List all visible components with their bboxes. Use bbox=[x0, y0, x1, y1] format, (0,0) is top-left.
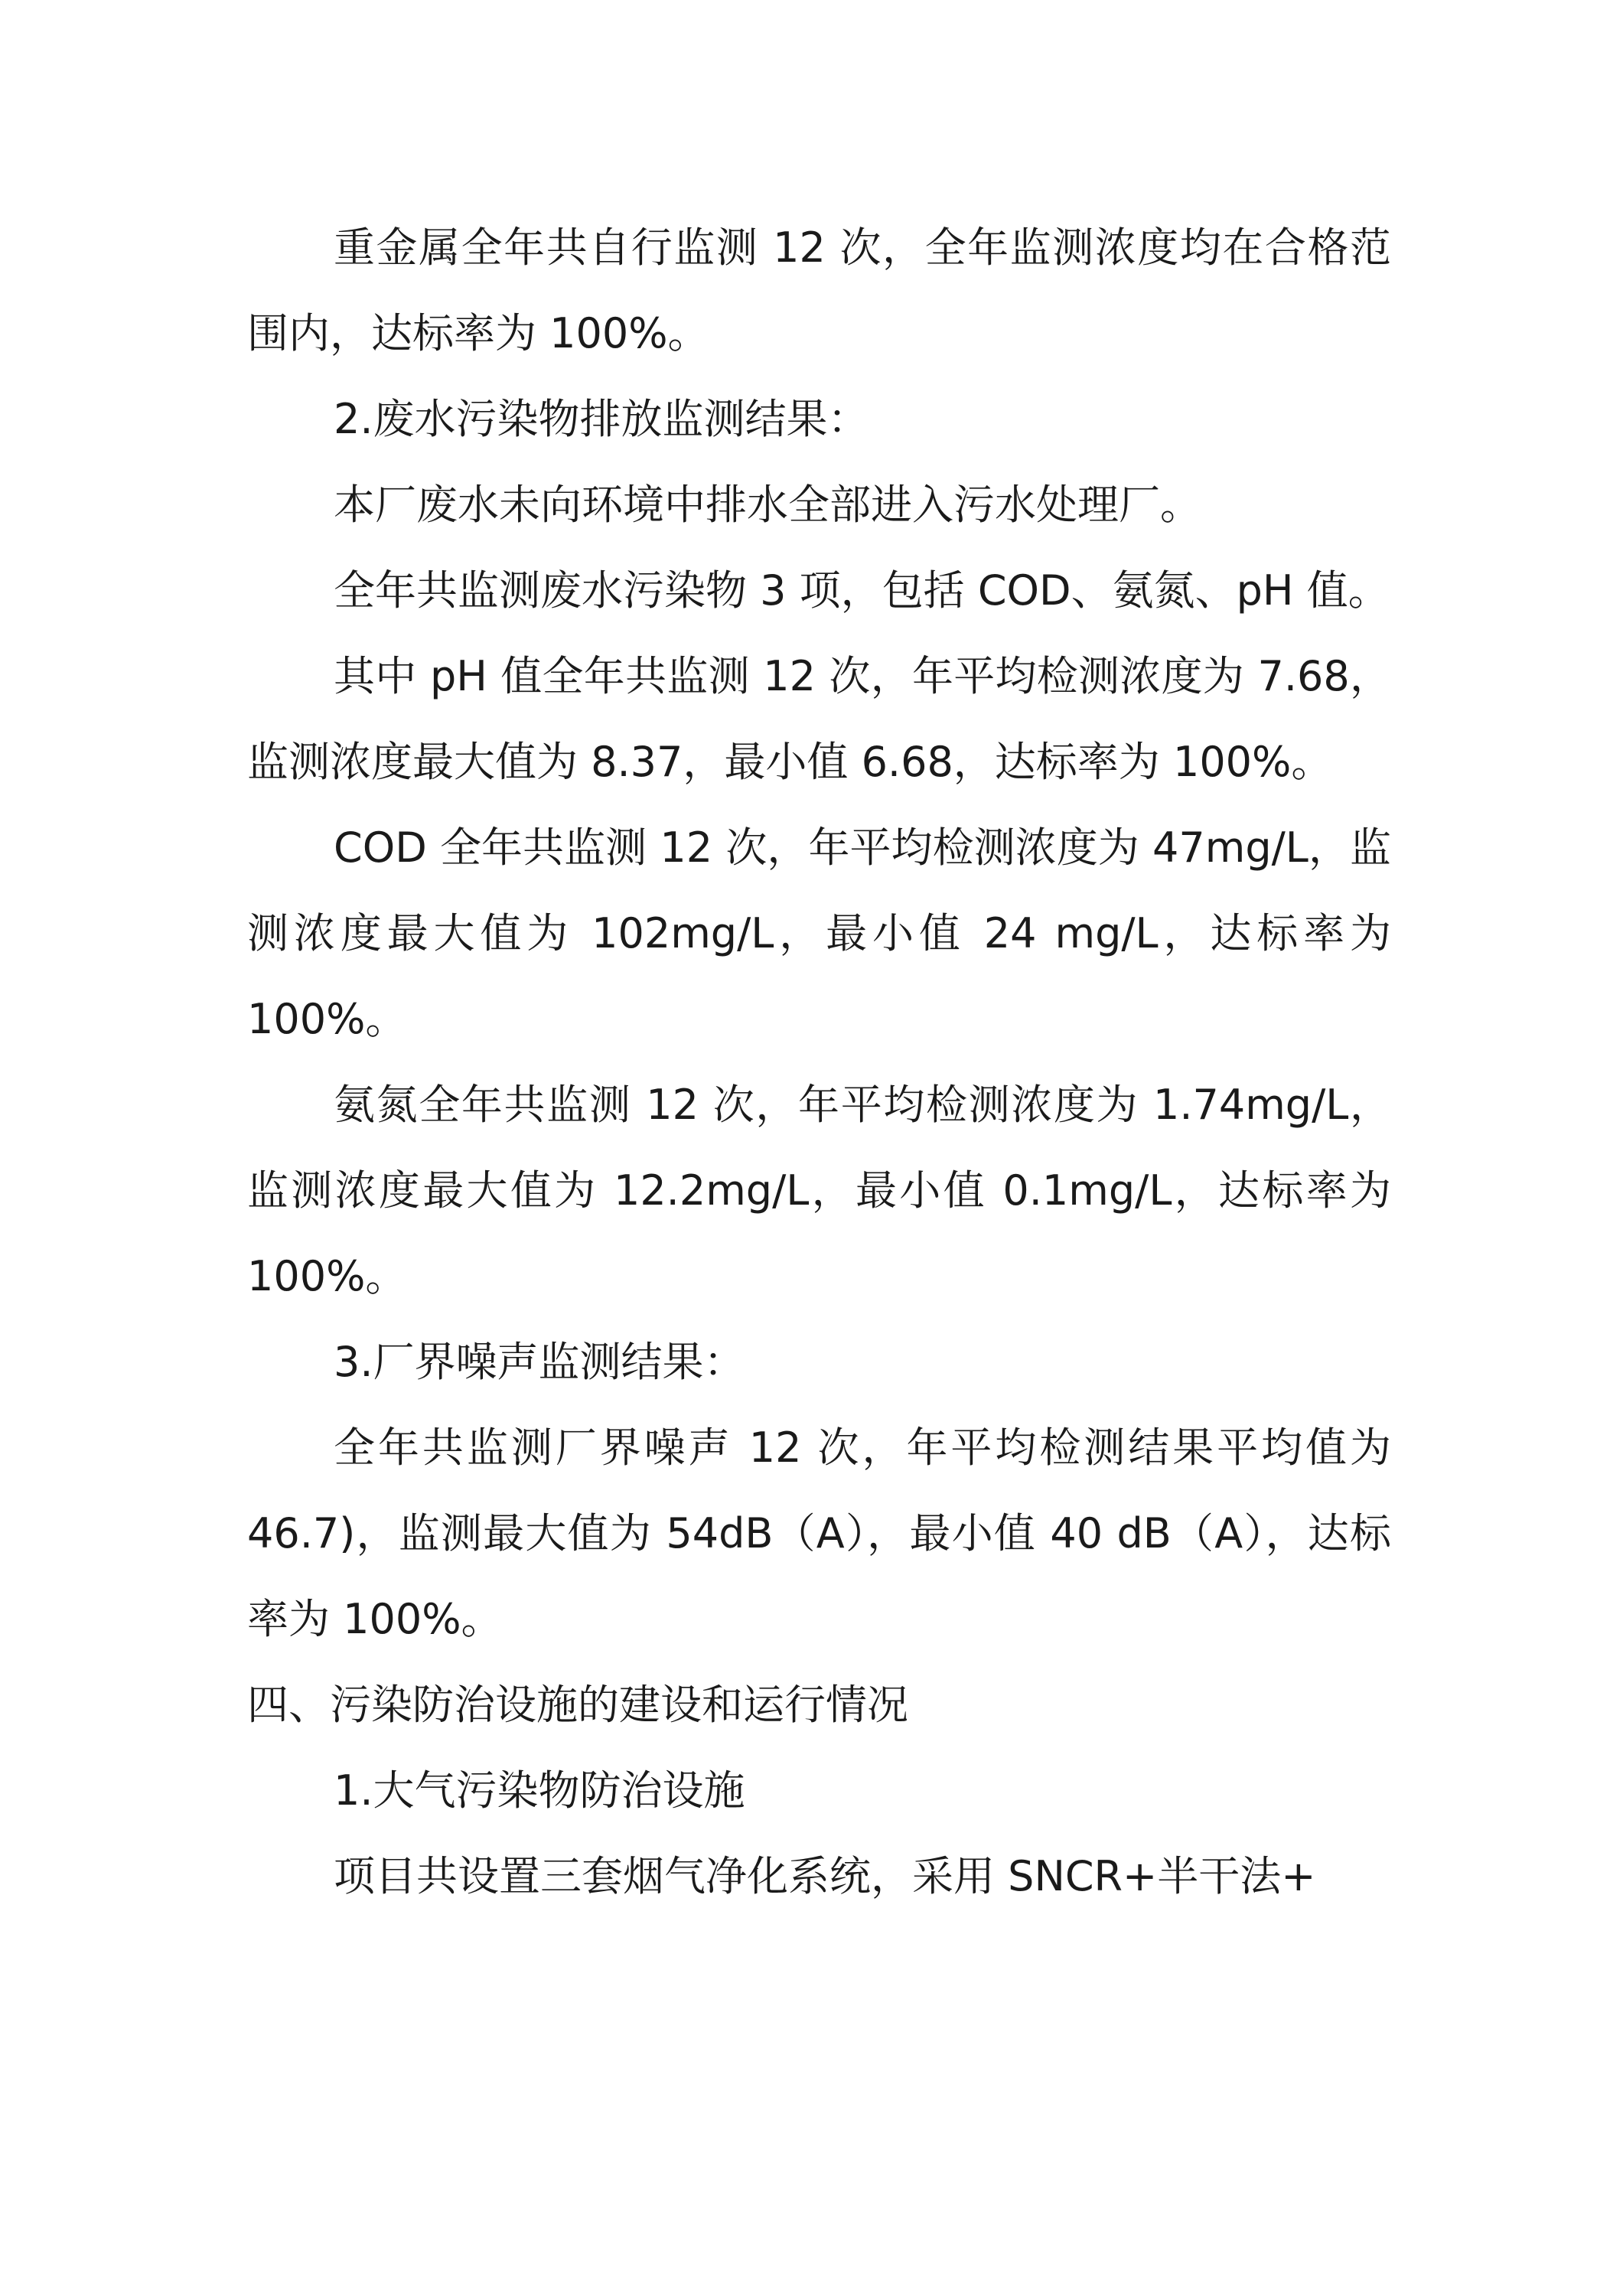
paragraph-cod-results: COD 全年共监测 12 次，年平均检测浓度为 47mg/L，监测浓度最大值为 102mg/L，最小值 24 mg/L，达标率为 100%。 bbox=[247, 823, 1391, 1043]
section-heading-wastewater-results: 2.废水污染物排放监测结果： bbox=[334, 395, 869, 443]
document-page bbox=[247, 205, 1391, 1919]
section-heading-noise-results: 3.厂界噪声监测结果： bbox=[334, 1338, 745, 1386]
paragraph-ammonia-results: 氨氮全年共监测 12 次，年平均检测浓度为 1.74mg/L，监测浓度最大值为 12.2mg/L，最小值 0.1mg/L，达标率为 100%。 bbox=[247, 1081, 1391, 1300]
paragraph-ph-results: 其中 pH 值全年共监测 12 次，年平均检测浓度为 7.68，监测浓度最大值为 8.37，最小值 6.68，达标率为 100%。 bbox=[247, 652, 1391, 786]
paragraph-heavy-metal-monitoring: 重金属全年共自行监测 12 次，全年监测浓度均在合格范围内，达标率为 100%。 bbox=[247, 223, 1391, 357]
section-heading-facilities: 四、污染防治设施的建设和运行情况 bbox=[247, 1681, 908, 1729]
subsection-heading-air-pollution: 1.大气污染物防治设施 bbox=[334, 1766, 745, 1815]
paragraph-wastewater-pollutants: 全年共监测废水污染物 3 项，包括 COD、氨氮、pH 值。 bbox=[334, 566, 1390, 615]
paragraph-noise-results: 全年共监测厂界噪声 12 次，年平均检测结果平均值为 46.7)，监测最大值为 54dB（A），最小值 40 dB（A），达标率为 100%。 bbox=[247, 1424, 1391, 1643]
paragraph-wastewater-discharge: 本厂废水未向环境中排水全部进入污水处理厂。 bbox=[334, 481, 1201, 529]
paragraph-flue-gas-system: 项目共设置三套烟气净化系统，采用 SNCR+半干法+ bbox=[334, 1852, 1316, 1900]
